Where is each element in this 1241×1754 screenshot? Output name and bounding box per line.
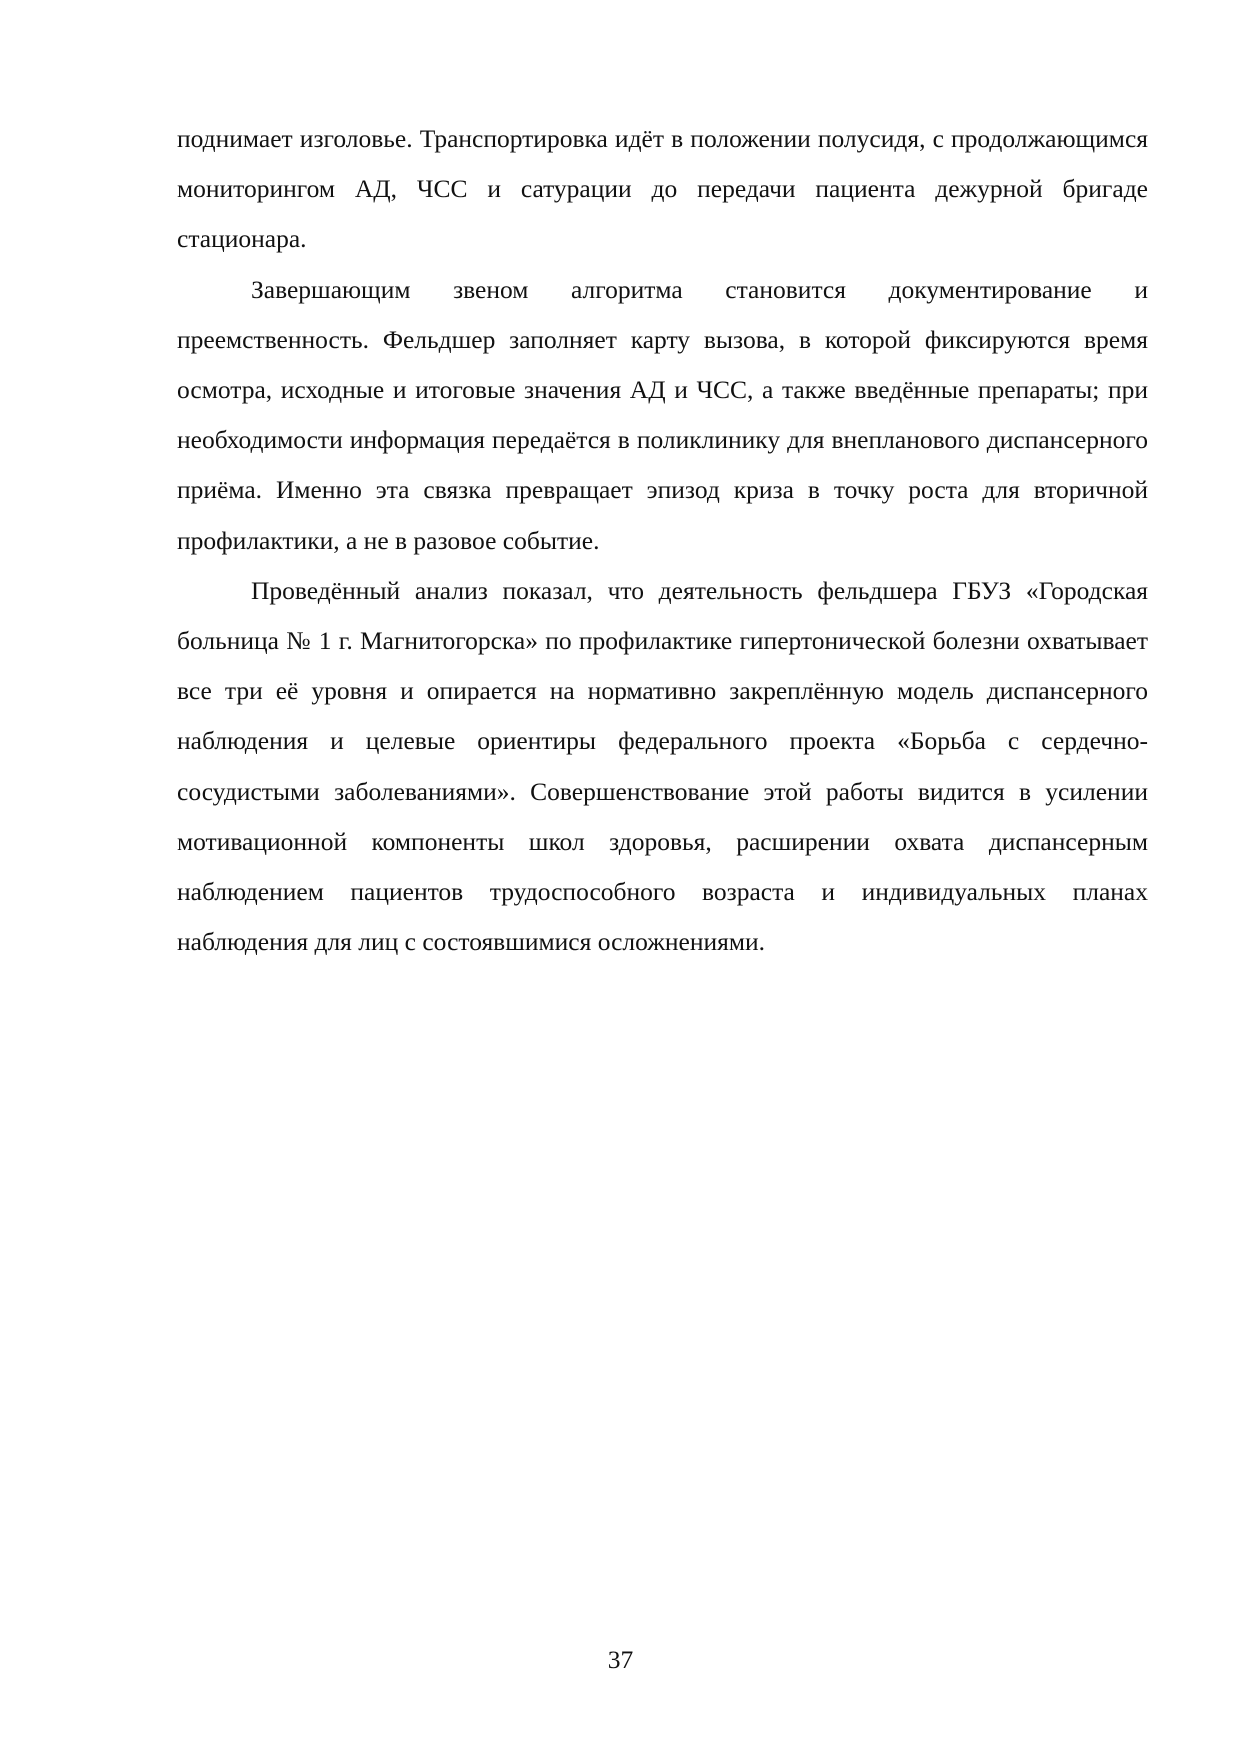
- paragraph-conclusion: Проведённый анализ показал, что деятельность фельдшера ГБУЗ «Городская больница № 1 г. Магнитогорска» по профилактике гипертонической болезни охватывает все три её уровня и опирается на нормативно закреплённую модель диспансерного наблюдения и целевые ориентиры федерального проекта «Борьба с сердечно-сосудистыми заболеваниями». Совершенствование этой работы видится в усилении мотивационной компоненты школ здоровья, расширении охвата диспансерным наблюдением пациентов трудоспособного возраста и индивидуальных планах наблюдения для лиц с состоявшимися осложнениями.: [177, 575, 1148, 957]
- paragraph-transport-continuation: поднимает изголовье. Транспортировка идёт в положении полусидя, с продолжающимся мониторингом АД, ЧСС и сатурации до передачи пациента дежурной бригаде стационара.: [177, 124, 1148, 254]
- paragraph-documentation: Завершающим звеном алгоритма становится документирование и преемственность. Фельдшер заполняет карту вызова, в которой фиксируются время осмотра, исходные и итоговые значения АД и ЧСС, а также введённые препараты; при необходимости информация передаётся в поликлинику для внепланового диспансерного приёма. Именно эта связка превращает эпизод криза в точку роста для вторичной профилактики, а не в разовое событие.: [177, 274, 1148, 555]
- body-text: [177, 114, 1148, 967]
- page-number: 37: [607, 1645, 634, 1674]
